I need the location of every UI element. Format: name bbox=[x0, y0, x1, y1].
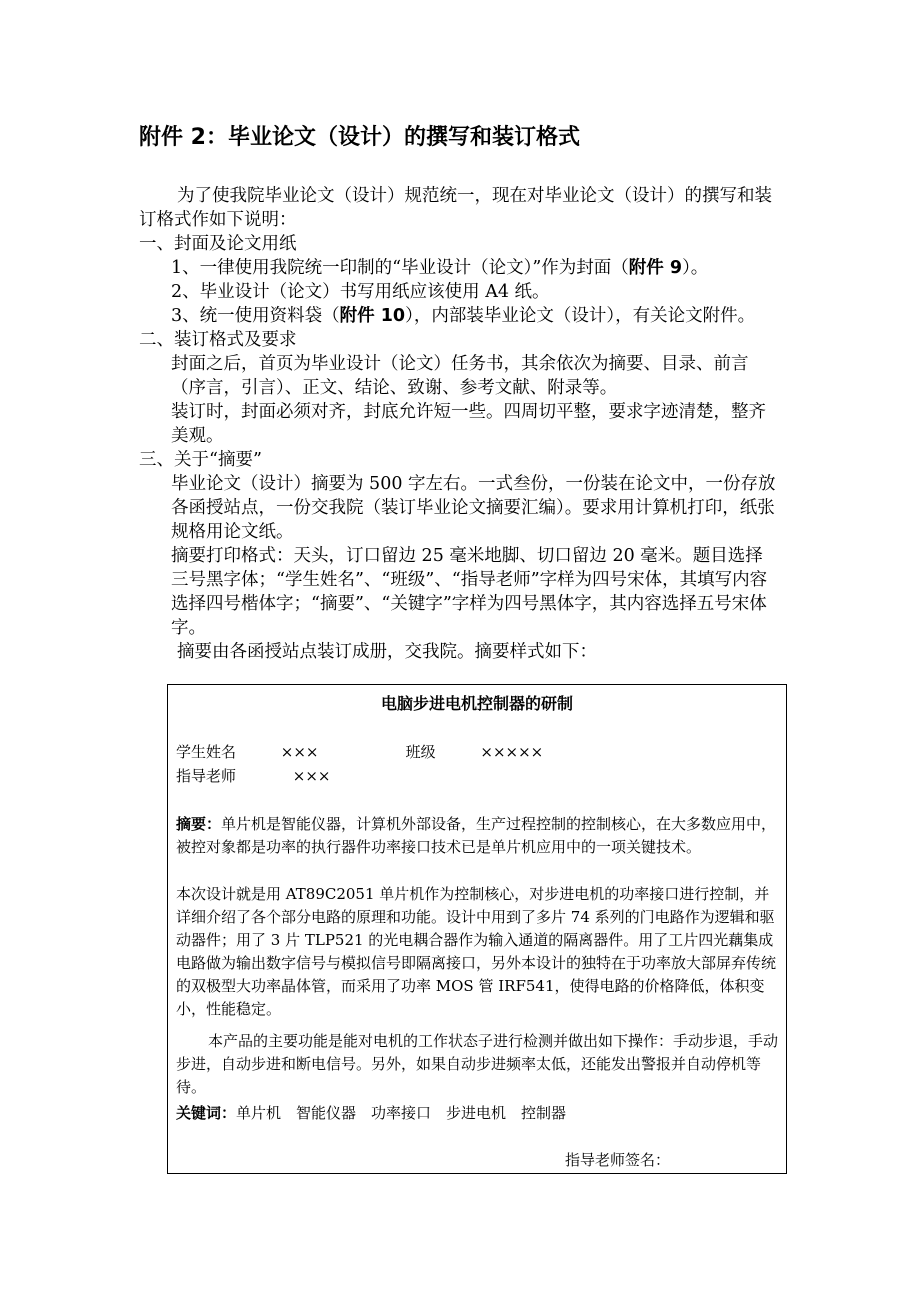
section3-paragraph2: 摘要打印格式：天头，订口留边 25 毫米地脚、切口留边 20 毫米。题目选择三号黑字体；“学生姓名”、“班级”、“指导老师”字样为四号宋体，其填写内容选择四号楷体字；“摘要”、“关键字”字样为四号黑体字，其内容选择五号宋体字。 bbox=[171, 546, 768, 638]
abstract-label: 摘要： bbox=[176, 815, 222, 833]
document-body bbox=[139, 184, 779, 664]
abstract-function-paragraph: 本产品的主要功能是能对电机的工作状态子进行检测并做出如下操作：手动步退，手动步进，自动步进和断电信号。另外，如果自动步进频率太低，还能发出警报并自动停机等待。 bbox=[176, 1032, 779, 1096]
section1-item1 bbox=[139, 256, 779, 280]
keywords-label: 关键词： bbox=[176, 1104, 237, 1122]
section2-paragraph1: 封面之后，首页为毕业设计（论文）任务书，其余依次为摘要、目录、前言（序言，引言）、正文、结论、致谢、参考文献、附录等。 bbox=[171, 354, 749, 398]
advisor-value: ××× bbox=[292, 767, 331, 785]
section3-paragraph3: 摘要由各函授站点装订成册，交我院。摘要样式如下： bbox=[177, 642, 597, 662]
student-row bbox=[176, 741, 543, 763]
section1-item3 bbox=[139, 304, 779, 328]
item1-text-post: ）。 bbox=[682, 258, 709, 278]
advisor-signature: 指导老师签名： bbox=[565, 1151, 671, 1169]
abstract-paragraph bbox=[176, 813, 782, 859]
section3-heading: 三、关于“摘要” bbox=[139, 450, 262, 470]
intro-paragraph: 为了使我院毕业论文（设计）规范统一，现在对毕业论文（设计）的撰写和装订格式作如下说明： bbox=[139, 186, 772, 230]
item3-text-pre: 3、统一使用资料袋（ bbox=[171, 306, 340, 326]
section3-paragraph1: 毕业论文（设计）摘要为 500 字左右。一式叁份，一份装在论文中，一份存放各函授站点，一份交我院（装订毕业论文摘要汇编）。要求用计算机打印，纸张规格用论文纸。 bbox=[171, 474, 776, 542]
abstract-text: 单片机是智能仪器，计算机外部设备，生产过程控制的控制核心，在大多数应用中，被控对象都是功率的执行器件功率接口技术已是单片机应用中的一项关键技术。 bbox=[176, 815, 777, 856]
item3-text-post: ），内部装毕业论文（设计），有关论文附件。 bbox=[405, 306, 756, 326]
section1-item2: 2、毕业设计（论文）书写用纸应该使用 A4 纸。 bbox=[171, 282, 550, 302]
student-value: ××× bbox=[280, 743, 319, 761]
item1-attachment-ref: 附件 9 bbox=[628, 258, 683, 278]
section1-heading: 一、封面及论文用纸 bbox=[139, 234, 297, 254]
keywords-row bbox=[176, 1102, 566, 1124]
class-value: ××××× bbox=[480, 743, 544, 761]
section2-heading: 二、装订格式及要求 bbox=[139, 330, 297, 350]
page-title: 附件 2：毕业论文（设计）的撰写和装订格式 bbox=[139, 125, 580, 150]
abstract-design-paragraph: 本次设计就是用 AT89C2051 单片机作为控制核心，对步进电机的功率接口进行控制，并详细介绍了各个部分电路的原理和功能。设计中用到了多片 74 系列的门电路作为逻辑和驱动器件；用了 3 片 TLP521 的光电耦合器作为输入通道的隔离器件。用了工片四光藕集成电路做为输出数字信号与模拟信号即隔离接口，另外本设计的独特在于功率放大部屏弃传统的双极型大功率晶体管，而采用了功率 MOS 管 IRF541，使得电路的价格降低，体积变小，性能稳定。 bbox=[176, 885, 777, 1018]
sample-title: 电脑步进电机控制器的研制 bbox=[380, 694, 573, 713]
class-label: 班级 bbox=[405, 743, 436, 761]
advisor-label: 指导老师 bbox=[176, 767, 237, 785]
keywords-text: 单片机 智能仪器 功率接口 步进电机 控制器 bbox=[236, 1104, 567, 1122]
student-label: 学生姓名 bbox=[176, 743, 237, 761]
section2-paragraph2: 装订时，封面必须对齐，封底允许短一些。四周切平整，要求字迹清楚，整齐美观。 bbox=[171, 402, 766, 446]
abstract-sample-box bbox=[167, 684, 787, 1174]
item1-text-pre: 1、一律使用我院统一印制的“毕业设计（论文）”作为封面（ bbox=[171, 258, 629, 278]
advisor-row bbox=[176, 765, 331, 787]
item3-attachment-ref: 附件 10 bbox=[339, 306, 406, 326]
